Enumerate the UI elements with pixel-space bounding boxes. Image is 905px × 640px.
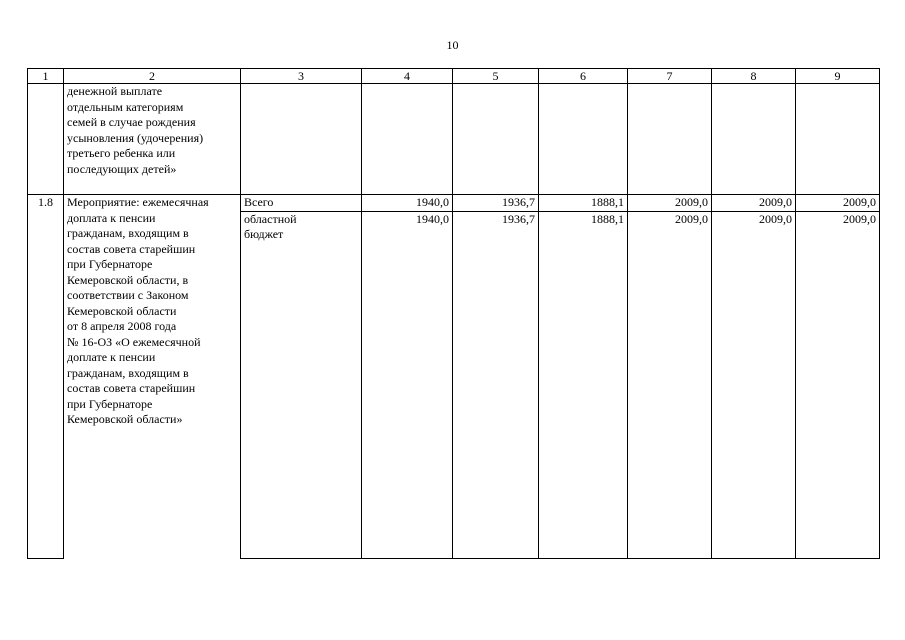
value-cell: 1888,1: [539, 195, 628, 212]
value-cell: 2009,0: [628, 195, 712, 212]
table-row: [28, 195, 880, 212]
column-header: 2: [64, 69, 241, 84]
header-row: [28, 69, 880, 84]
source-cell: областной бюджет: [241, 211, 362, 558]
value-cell: [453, 84, 539, 195]
value-cell: 2009,0: [796, 211, 880, 558]
value-cell: [628, 84, 712, 195]
index-cell: [28, 211, 64, 558]
source-cell: Всего: [241, 195, 362, 212]
value-cell: 1936,7: [453, 195, 539, 212]
column-header: 3: [241, 69, 362, 84]
value-cell: 1940,0: [362, 211, 453, 558]
page-number: 10: [446, 38, 459, 52]
description-cell: денежной выплате отдельным категориям семей в случае рождения усыновления (удочерения) третьего ребенка или последующих детей»: [64, 84, 241, 195]
table-row: [28, 84, 880, 195]
value-cell: [712, 84, 796, 195]
value-cell: 2009,0: [712, 211, 796, 558]
column-header: 5: [453, 69, 539, 84]
value-cell: [796, 84, 880, 195]
index-cell: 1.8: [28, 195, 64, 212]
column-header: 8: [712, 69, 796, 84]
value-cell: 1940,0: [362, 195, 453, 212]
value-cell: 2009,0: [628, 211, 712, 558]
value-cell: 2009,0: [796, 195, 880, 212]
source-cell: [241, 84, 362, 195]
column-header: 9: [796, 69, 880, 84]
value-cell: [362, 84, 453, 195]
value-cell: 1936,7: [453, 211, 539, 558]
column-header: 6: [539, 69, 628, 84]
column-header: 4: [362, 69, 453, 84]
value-cell: 2009,0: [712, 195, 796, 212]
budget-table: [27, 68, 880, 559]
column-header: 7: [628, 69, 712, 84]
value-cell: [539, 84, 628, 195]
index-cell: [28, 84, 64, 195]
description-cell: Мероприятие: ежемесячная доплата к пенсии гражданам, входящим в состав совета старейшин при Губернаторе Кемеровской области, в соответствии с Законом Кемеровской области от 8 апреля 2008 года № 16-ОЗ «О ежемесячной доплате к пенсии гражданам, входящим в состав совета старейшин при Губернаторе Кемеровской области»: [64, 195, 241, 559]
value-cell: 1888,1: [539, 211, 628, 558]
column-header: 1: [28, 69, 64, 84]
